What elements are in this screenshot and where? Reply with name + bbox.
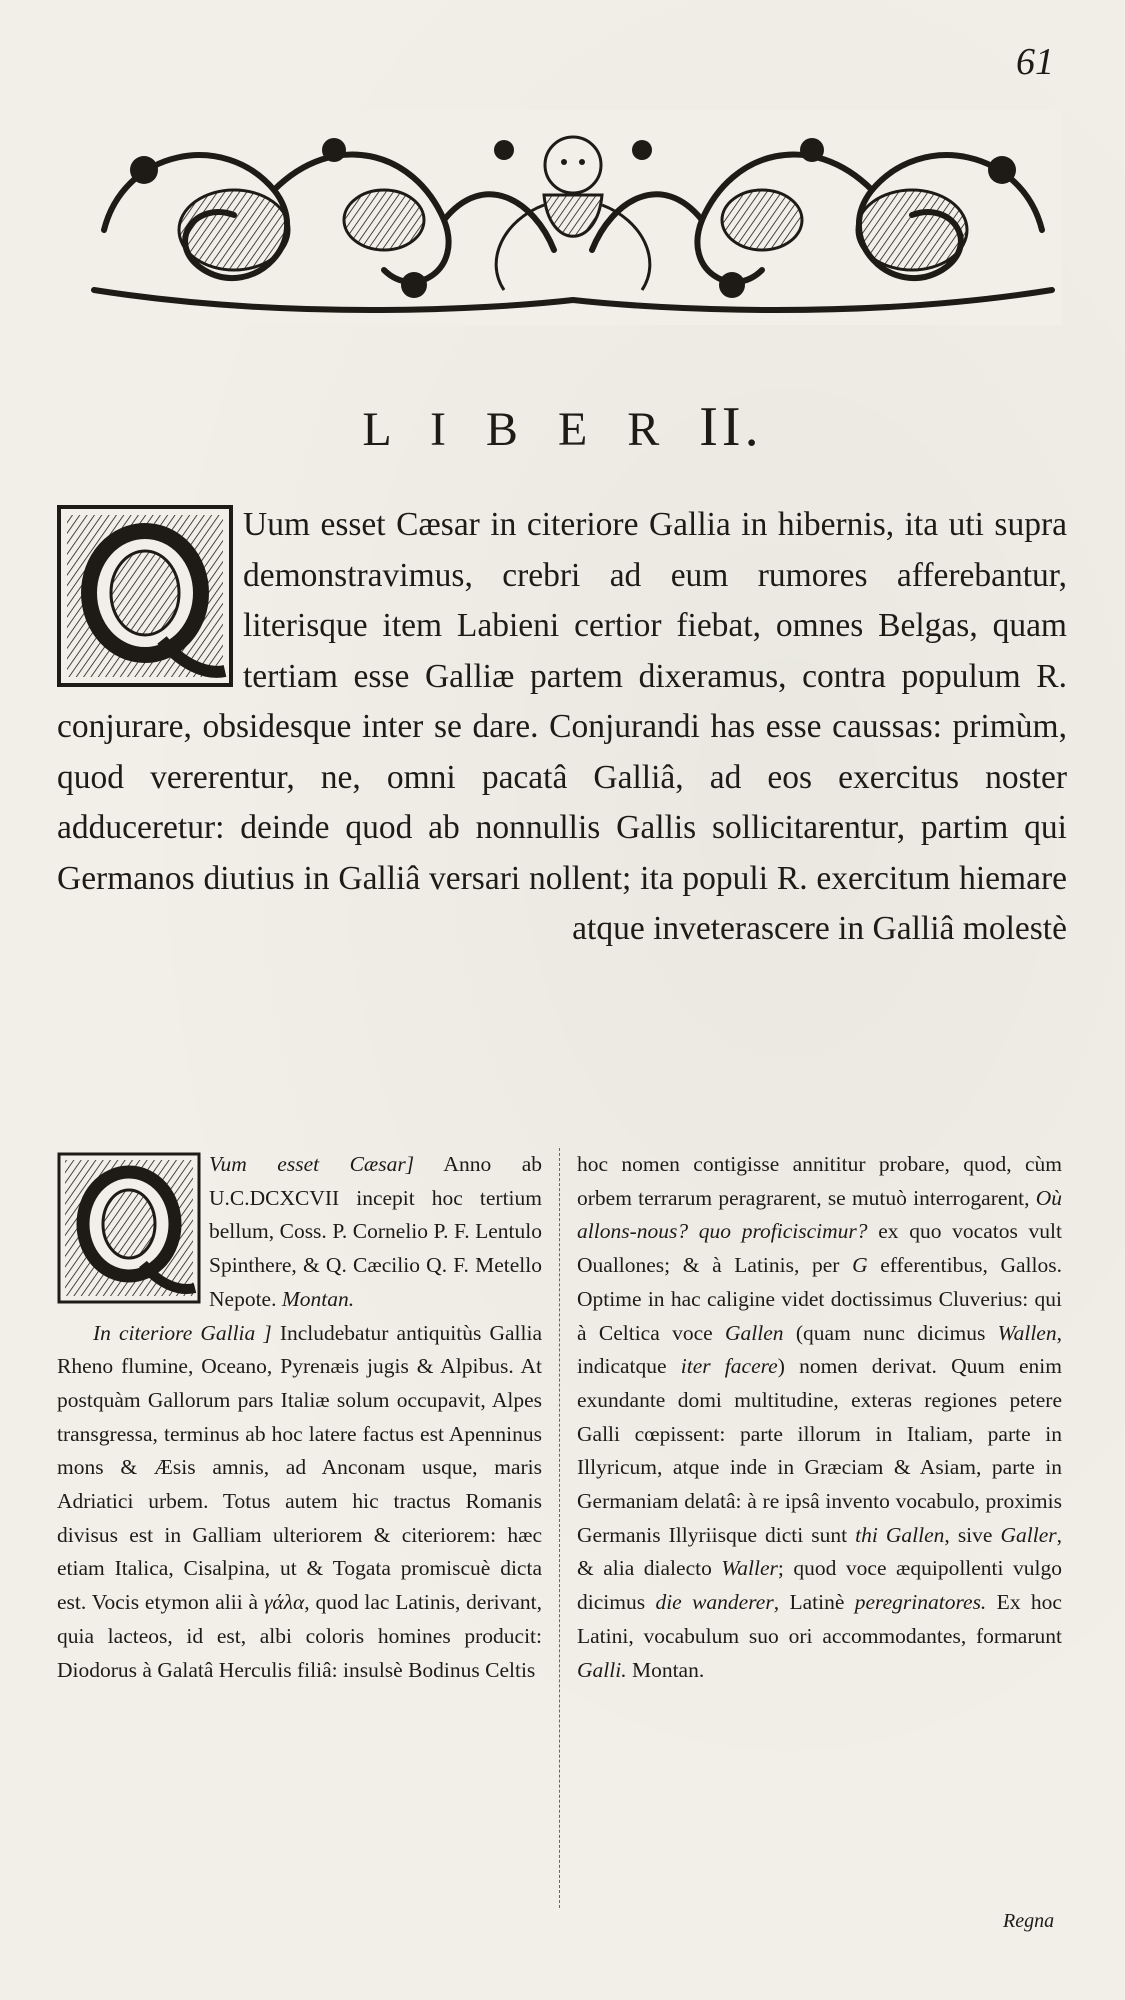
note-text: (quam nunc dicimus (783, 1320, 998, 1345)
main-paragraph: Uum esset Cæsar in citeriore Gallia in hibernis, ita uti supra demonstravimus, crebri ad eum rumores afferebantur, literisque item Labieni certior fiebat, omnes Belgas, quam tertiam esse Galliæ partem dixeramus, contra populum R. conjurare, obsidesque inter se dare. Conjurandi has esse caussas: primùm, quod vererentur, ne, omni pacatâ Galliâ, ad eos exercitus noster adduceretur: deinde quod ab nonnullis Gallis sollicitarentur, partim qui Germanos diutius in Galliâ versari nollent; ita populi R. exercitum hiemare atque inveterascere in Galliâ molestè (57, 506, 1067, 947)
note-text: ex quo vocatos vult Ouallones; & à Latinis, per (577, 1219, 1062, 1278)
note-italic: die wanderer (655, 1590, 774, 1615)
note-text: ) nomen derivat. Quum enim exundante domi multitudine, exteras regiones petere Galli cœpissent: parte illorum in Italiam, parte in Illyricum, atque inde in Græciam & Asiam, parte in Germaniam delatâ: à re ipsâ invento vocabulo, proximis Germanis Illyriisque dicti sunt (577, 1354, 1062, 1547)
commentary-notes (57, 1148, 1077, 1908)
main-text (57, 500, 1067, 955)
title-liber: L I B E R (362, 403, 674, 456)
note-source: Montan. (626, 1657, 705, 1682)
note-source: Montan. (276, 1286, 355, 1311)
page-number: 61 (1016, 41, 1054, 83)
note-text: Includebatur antiquitùs Gallia Rheno flumine, Oceano, Pyrenæis jugis & Alpibus. At postquàm Gallorum pars Italiæ solum occupavit, Alpes transgressa, terminus ab hoc latere factus est Apenninus mons & Æsis amnis, ad Anconam usque, maris Adriatici urbem. Totus autem hic tractus Romanis divisus est in Galliam ulteriorem & citeriorem: hæc etiam Italica, Cisalpina, ut & Togata promiscuè dicta est. Vocis etymon alii à (57, 1320, 542, 1615)
decorated-initial-q-icon (57, 505, 233, 687)
notes-right-column (577, 1148, 1062, 1687)
book-title (0, 395, 1125, 459)
note-text: Anno ab U.C.DCXCVII incepit hoc tertium bellum, Coss. P. Cornelio P. F. Lentulo Spinthere, & Q. Cæcilio Q. F. Metello Nepote. (209, 1152, 542, 1311)
note-italic: Waller (721, 1556, 778, 1581)
note-text: , & alia dialecto (577, 1522, 1062, 1581)
note-italic: Gallen (725, 1320, 784, 1345)
note-text: , quod lac Latinis, derivant, quia lacteos, id est, albi coloris homines producit: Diodorus à Galatâ Herculis filiâ: insulsè Bodinus Celtis (57, 1590, 542, 1682)
column-divider (559, 1148, 560, 1908)
note-text: , sive (944, 1522, 1001, 1547)
note-italic: thi Gallen (855, 1522, 945, 1547)
note-text: , Latinè (773, 1590, 855, 1615)
note-italic: Wallen (997, 1320, 1057, 1345)
catchword: Regna (1003, 1910, 1055, 1932)
note-text: efferentibus, Gallos. Optime in hac caligine videt doctissimus Cluverius: qui à Celtica voce (577, 1253, 1062, 1345)
note-text: hoc nomen contigisse annititur probare, quod, cùm orbem terrarum peragrarent, se mutuò interrogarent, (577, 1152, 1062, 1210)
note-italic: peregrinatores. (854, 1590, 987, 1615)
decorated-initial-q-small-icon (57, 1152, 201, 1304)
note-italic: iter facere (680, 1354, 778, 1379)
note-text: Ex hoc Latini, vocabulum suo ori accommodantes, formarunt (577, 1590, 1062, 1648)
note-italic: Galler (1000, 1522, 1057, 1547)
notes-left-column (57, 1148, 542, 1687)
title-numeral: II. (699, 396, 763, 458)
note-italic: Où allons-nous? quo proficiscimur? (577, 1185, 1062, 1244)
note-lemma: Vum esset Cæsar] (209, 1152, 415, 1176)
note-text: ; quod voce æquipollenti vulgo dicimus (577, 1556, 1062, 1615)
note-text: , indicatque (577, 1320, 1062, 1379)
note-italic: G (852, 1253, 868, 1278)
note-lemma: In citeriore Gallia ] (93, 1320, 272, 1345)
note-greek: γάλα (263, 1590, 305, 1615)
ornamental-headpiece (84, 110, 1062, 325)
note-italic: Galli. (577, 1657, 627, 1682)
